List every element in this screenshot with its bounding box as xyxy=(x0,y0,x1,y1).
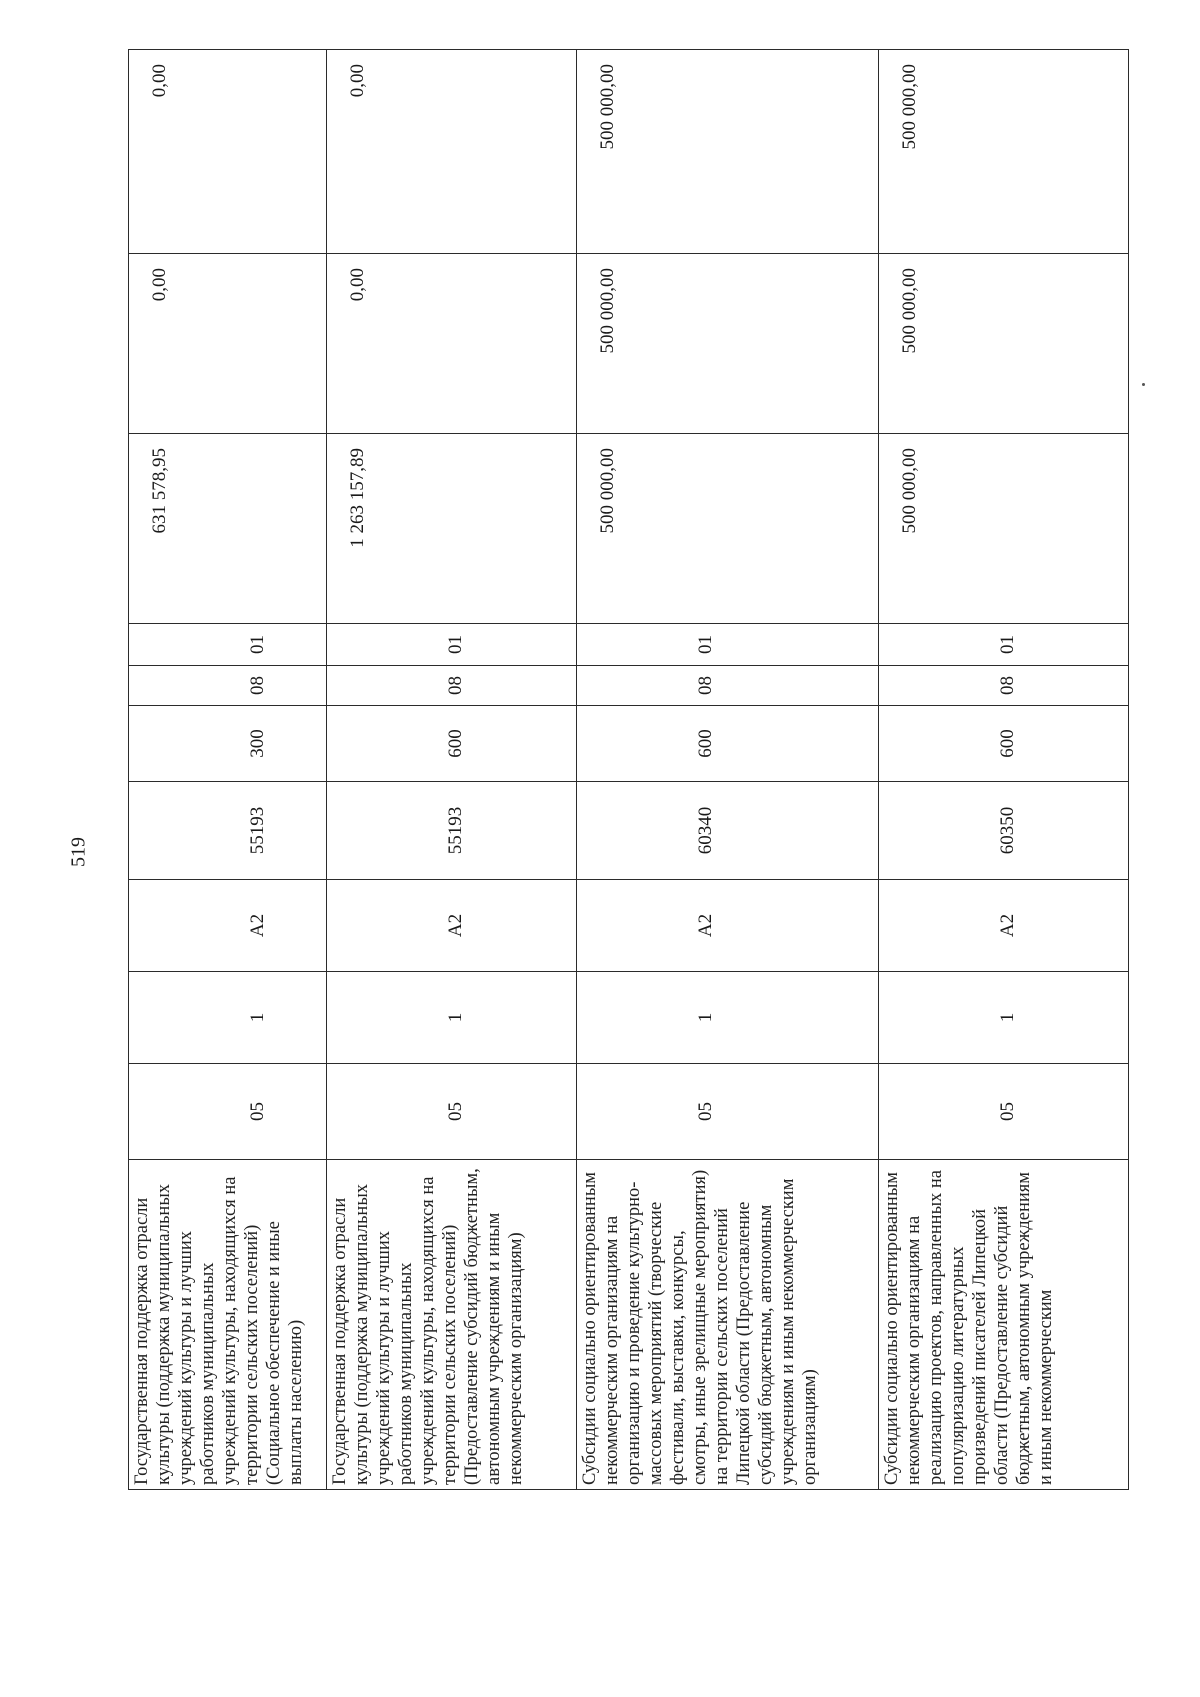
cell-pr: 01 xyxy=(879,624,1129,666)
cell-vr: 300 xyxy=(129,706,327,782)
cell-gr: 05 xyxy=(327,1064,577,1160)
budget-table xyxy=(128,49,1129,1490)
cell-gr: 05 xyxy=(129,1064,327,1160)
cell-gr: 05 xyxy=(577,1064,879,1160)
table-row xyxy=(327,50,577,1490)
cell-sum-2: 0,00 xyxy=(129,254,327,434)
cell-sum-3: 500 000,00 xyxy=(577,50,879,254)
cell-sum-3: 500 000,00 xyxy=(879,50,1129,254)
cell-pp: 1 xyxy=(577,972,879,1064)
page-number: 519 xyxy=(67,837,90,867)
cell-pp: 1 xyxy=(327,972,577,1064)
cell-code: A2 xyxy=(577,880,879,972)
cell-sum-1: 1 263 157,89 xyxy=(327,434,577,624)
cell-direction: 55193 xyxy=(129,782,327,880)
table-row xyxy=(577,50,879,1490)
cell-sum-1: 500 000,00 xyxy=(879,434,1129,624)
cell-pr: 01 xyxy=(327,624,577,666)
cell-pp: 1 xyxy=(879,972,1129,1064)
cell-direction: 60350 xyxy=(879,782,1129,880)
cell-vr: 600 xyxy=(879,706,1129,782)
table-row xyxy=(129,50,327,1490)
budget-table-rotated xyxy=(128,50,1128,1490)
cell-code: A2 xyxy=(129,880,327,972)
cell-vr: 600 xyxy=(327,706,577,782)
cell-sum-2: 0,00 xyxy=(327,254,577,434)
scan-speck xyxy=(1142,383,1145,386)
cell-rz: 08 xyxy=(327,666,577,706)
row-description: Государственная поддержка отрасли культуры (поддержка муниципальных учреждений культуры и лучших работников муниципальных учреждений культуры, находящихся на территории сельских поселений) (Предоставление субсидий бюджетным, автономным учреждениям и иным некоммерческим организациям) xyxy=(327,1160,577,1490)
cell-gr: 05 xyxy=(879,1064,1129,1160)
cell-code: A2 xyxy=(879,880,1129,972)
cell-vr: 600 xyxy=(577,706,879,782)
cell-code: A2 xyxy=(327,880,577,972)
cell-sum-3: 0,00 xyxy=(129,50,327,254)
row-description: Субсидии социально ориентированным некоммерческим организациям на организацию и проведение культурно-массовых мероприятий (творческие фестивали, выставки, конкурсы, смотры, иные зрелищные мероприятия) на территории сельских поселений Липецкой области (Предоставление субсидий бюджетным, автономным учреждениям и иным некоммерческим организациям) xyxy=(577,1160,879,1490)
cell-rz: 08 xyxy=(879,666,1129,706)
cell-rz: 08 xyxy=(129,666,327,706)
cell-sum-1: 631 578,95 xyxy=(129,434,327,624)
cell-rz: 08 xyxy=(577,666,879,706)
row-description: Государственная поддержка отрасли культуры (поддержка муниципальных учреждений культуры и лучших работников муниципальных учреждений культуры, находящихся на территории сельских поселений) (Социальное обеспечение и иные выплаты населению) xyxy=(129,1160,327,1490)
cell-pp: 1 xyxy=(129,972,327,1064)
cell-sum-2: 500 000,00 xyxy=(879,254,1129,434)
cell-sum-2: 500 000,00 xyxy=(577,254,879,434)
cell-pr: 01 xyxy=(577,624,879,666)
row-description: Субсидии социально ориентированным некоммерческим организациям на реализацию проектов, направленных на популяризацию литературных произведений писателей Липецкой области (Предоставление субсидий бюджетным, автономным учреждениям и иным некоммерческим xyxy=(879,1160,1129,1490)
cell-direction: 60340 xyxy=(577,782,879,880)
cell-sum-3: 0,00 xyxy=(327,50,577,254)
table-row xyxy=(879,50,1129,1490)
cell-sum-1: 500 000,00 xyxy=(577,434,879,624)
cell-direction: 55193 xyxy=(327,782,577,880)
cell-pr: 01 xyxy=(129,624,327,666)
